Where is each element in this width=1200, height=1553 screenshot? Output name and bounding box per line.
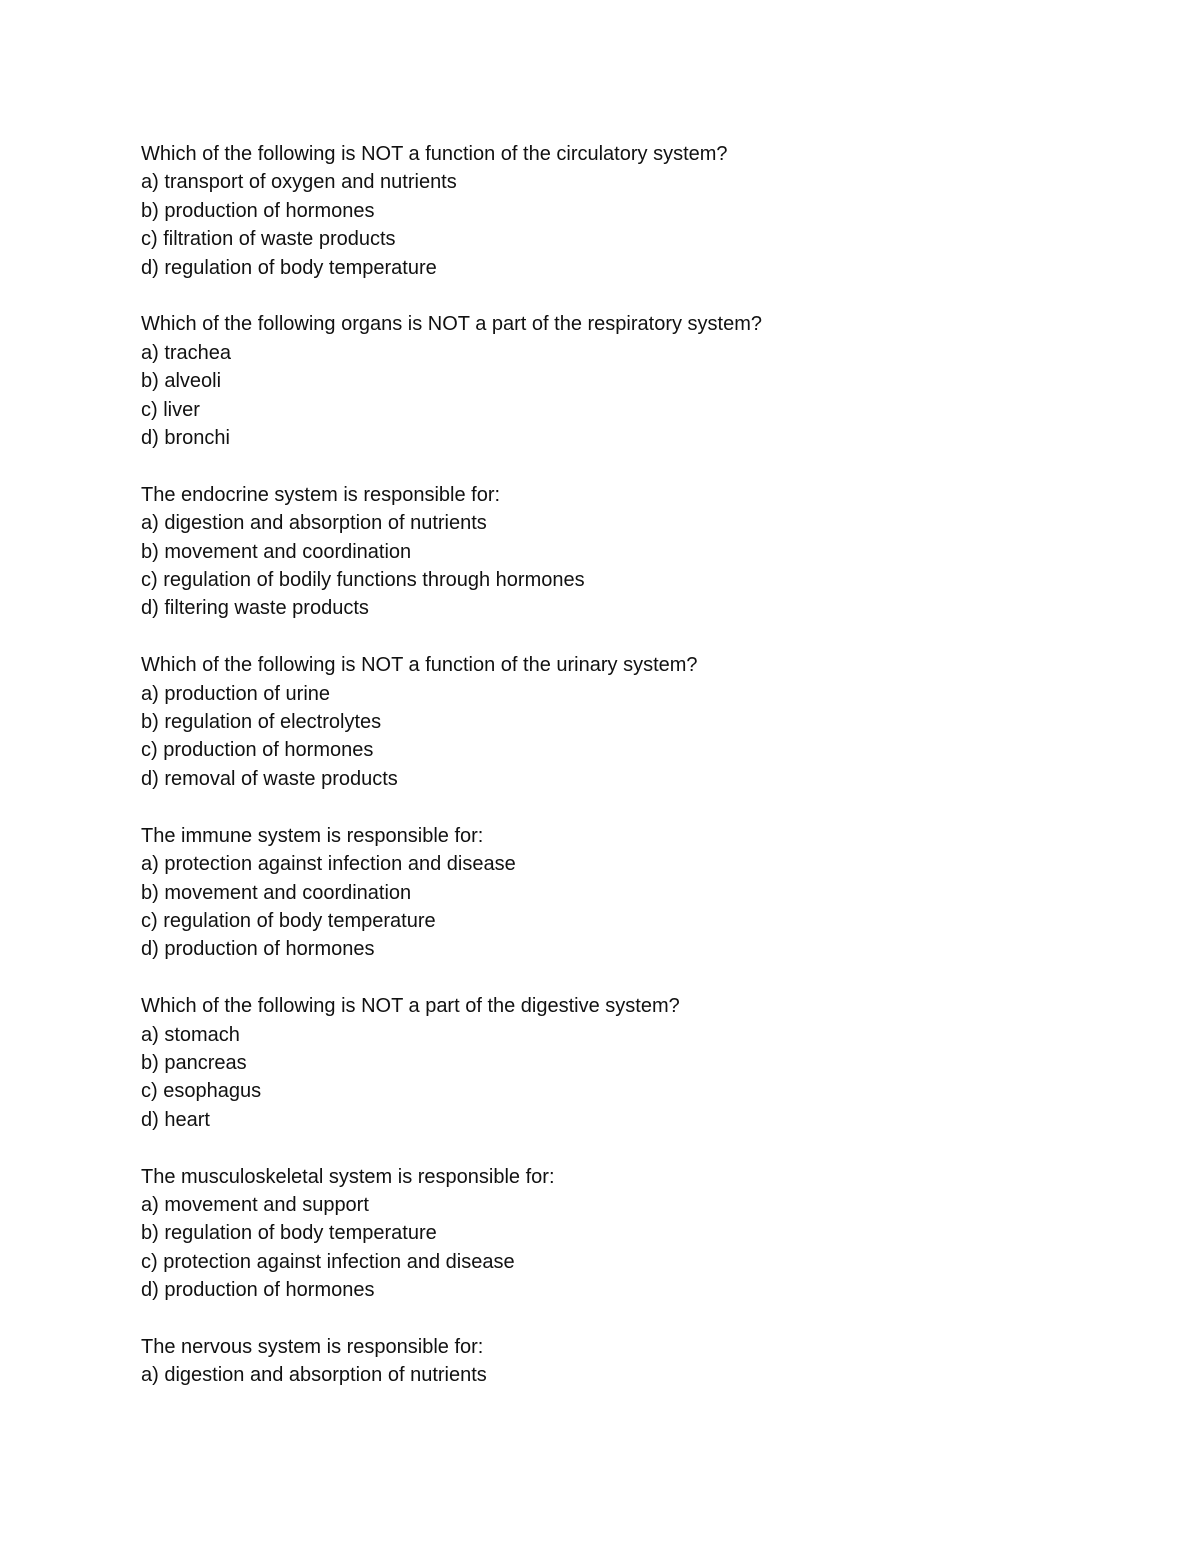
- question-block: [141, 140, 1141, 282]
- document-page: [141, 140, 1141, 1418]
- answer-option: c) production of hormones: [141, 739, 374, 762]
- answer-option: a) transport of oxygen and nutrients: [141, 171, 457, 194]
- answer-option: b) pancreas: [141, 1051, 247, 1074]
- answer-option: a) digestion and absorption of nutrients: [141, 1364, 487, 1387]
- answer-option: b) regulation of electrolytes: [141, 711, 382, 734]
- answer-option: c) esophagus: [141, 1080, 262, 1103]
- answer-option: a) trachea: [141, 341, 232, 364]
- answer-option: a) production of urine: [141, 682, 331, 705]
- answer-option: b) production of hormones: [141, 199, 375, 222]
- question-prompt: Which of the following is NOT a function of the urinary system?: [141, 654, 698, 677]
- question-prompt: Which of the following is NOT a function of the circulatory system?: [141, 143, 728, 165]
- answer-option: a) movement and support: [141, 1193, 369, 1216]
- answer-option: c) regulation of body temperature: [141, 909, 436, 932]
- question-block: [141, 1333, 1141, 1390]
- answer-option: a) protection against infection and disease: [141, 853, 516, 876]
- answer-option: d) filtering waste products: [141, 597, 369, 620]
- question-block: [141, 481, 1141, 623]
- question-prompt: The immune system is responsible for:: [141, 824, 484, 847]
- answer-option: d) heart: [141, 1108, 210, 1131]
- question-prompt: The nervous system is responsible for:: [141, 1335, 484, 1358]
- question-prompt: Which of the following is NOT a part of the digestive system?: [141, 995, 680, 1018]
- answer-option: b) movement and coordination: [141, 540, 412, 563]
- question-block: [141, 1163, 1141, 1305]
- answer-option: c) protection against infection and disease: [141, 1250, 515, 1273]
- question-block: [141, 310, 1141, 452]
- answer-option: c) regulation of bodily functions through hormones: [141, 569, 585, 592]
- question-prompt: The endocrine system is responsible for:: [141, 483, 501, 506]
- question-prompt: The musculoskeletal system is responsible for:: [141, 1165, 555, 1188]
- answer-option: d) regulation of body temperature: [141, 256, 437, 279]
- question-block: [141, 822, 1141, 964]
- answer-option: a) digestion and absorption of nutrients: [141, 512, 487, 535]
- answer-option: b) regulation of body temperature: [141, 1222, 437, 1245]
- answer-option: d) production of hormones: [141, 938, 375, 961]
- answer-option: c) filtration of waste products: [141, 228, 396, 251]
- answer-option: c) liver: [141, 398, 200, 421]
- answer-option: d) bronchi: [141, 427, 230, 450]
- answer-option: d) production of hormones: [141, 1279, 375, 1302]
- question-block: [141, 651, 1141, 793]
- answer-option: a) stomach: [141, 1023, 240, 1046]
- answer-option: d) removal of waste products: [141, 767, 398, 790]
- question-block: [141, 992, 1141, 1134]
- answer-option: b) movement and coordination: [141, 881, 412, 904]
- question-prompt: Which of the following organs is NOT a part of the respiratory system?: [141, 313, 763, 336]
- answer-option: b) alveoli: [141, 370, 222, 393]
